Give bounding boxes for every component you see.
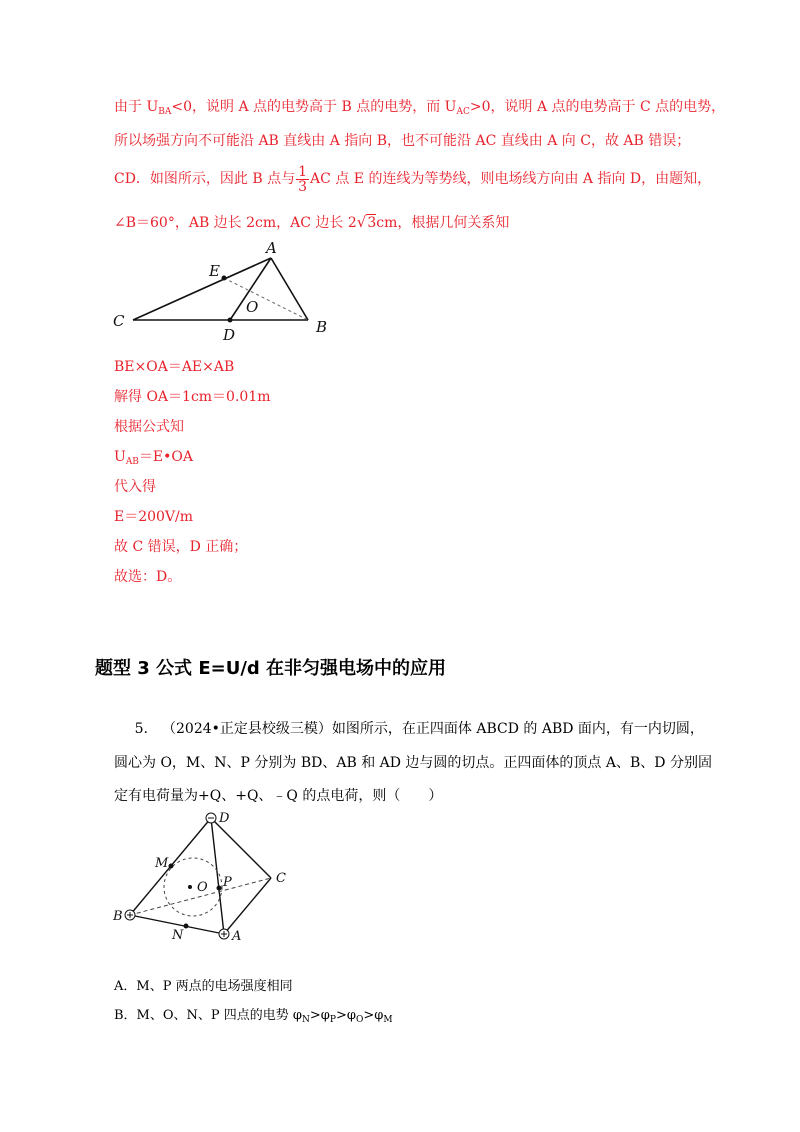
option-b: B．M、O、N、P 四点的电势 $\varphi_N>\varphi_P>\varphi_O>\varphi_M$ [114,1008,393,1025]
label-d: D [219,811,230,826]
solution-line-3: CD．如图所示，因此 B 点与 $\frac{1}{3}$ AC 点 E 的连线为等势线，则电场线方向由 A 指向 D，由题知， [114,163,712,195]
label-c: C [276,871,286,886]
label-b: B [113,909,123,924]
solution-line-2: 所以场强方向不可能沿 AB 直线由 A 指向 B，也不可能沿 AC 直线由 A 向 C，故 AB 错误； [114,133,691,149]
point-p [217,886,222,891]
label-c: C [113,312,125,330]
question-line-3: 定有电荷量为+Q、+Q、﹣Q 的点电荷，则（ ） [114,788,443,804]
tetrahedron-figure [108,808,308,948]
fraction-one-third: $\frac{1}{3}$ [298,163,308,195]
solution-step-4: 代入得 [114,479,156,495]
solution-line-1: 由于 $U_{BA}<0$，说明 A 点的电势高于 B 点的电势，而 $U_{AC}>0$，说明 A 点的电势高于 C 点的电势， [114,99,726,117]
edge-dc [211,818,271,878]
label-b: B [316,318,328,336]
label-o: O [246,298,259,316]
solution-step-7: 故选：D。 [114,569,182,585]
question-line-1: 5. （2024•正定县校级三模）如图所示，在正四面体 ABCD 的 ABD 面内，有一内切圆， [114,718,704,738]
question-line-2: 圆心为 O，M、N、P 分别为 BD、AB 和 AD 边与圆的切点。正四面体的顶点 A、B、D 分别固 [114,755,712,771]
solution-step-1: BE×OA＝AE×AB [114,359,235,375]
label-n: N [172,928,184,943]
label-p: P [223,875,232,890]
label-a: A [232,929,242,944]
solution-line-4: ∠B＝60°，AB 边长 2cm，AC 边长 2√3cm，根据几何关系知 [114,213,510,231]
label-a: A [266,240,277,257]
label-e: E [209,262,220,280]
label-m: M [155,856,169,871]
point-o [188,885,192,889]
triangle-figure [108,240,338,350]
option-a: A．M、P 两点的电场强度相同 [114,979,293,994]
point-m [169,864,174,869]
label-d: D [223,326,236,344]
solution-step-6: 故 C 错误，D 正确； [114,539,248,555]
question-number: 5. [134,721,148,737]
solution-step-2: 解得 OA＝1cm＝0.01m [114,389,271,405]
label-o: O [197,880,208,895]
solution-step-3: 根据公式知 [114,419,184,435]
point-e [222,276,227,281]
section-title: 题型 3 公式 E=U/d 在非匀强电场中的应用 [95,658,447,679]
solution-formula-uab: $U_{AB}=E•OA$ [114,449,194,467]
solution-step-5: E＝200V/m [114,509,194,525]
point-d [228,318,233,323]
point-n [184,924,189,929]
